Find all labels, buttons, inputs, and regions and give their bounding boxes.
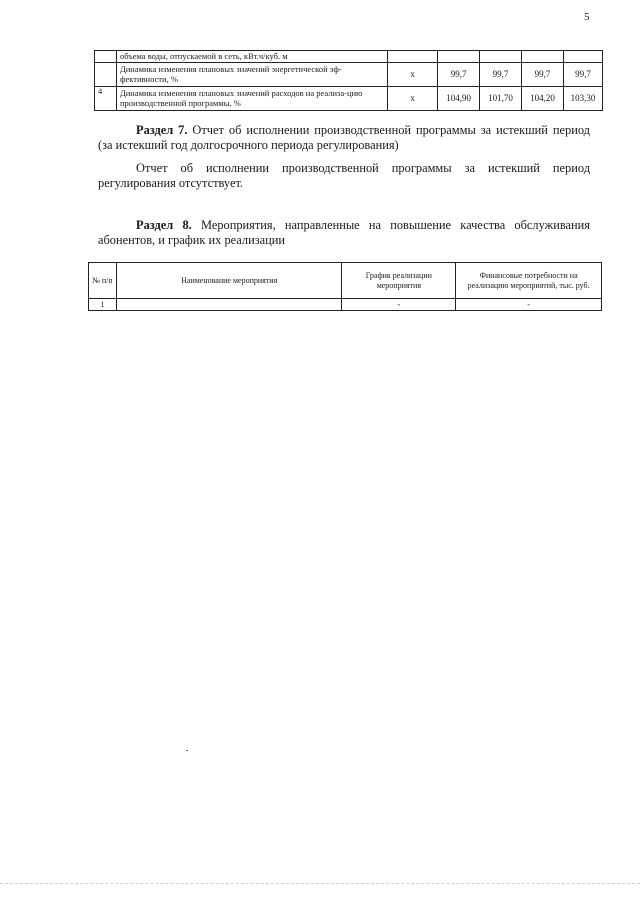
page-number: 5 — [584, 11, 590, 23]
header-schedule: График реализации мероприятия — [342, 263, 456, 299]
table-row — [89, 299, 602, 311]
section-7-title: Отчет об исполнении производственной программы за истекший период (за истекший год долгосрочного периода регулирования) — [98, 123, 590, 152]
unit-cell: х — [388, 63, 438, 87]
row-number — [95, 51, 117, 63]
row-number: 1 — [89, 299, 117, 311]
indicator-name: объема воды, отпускаемой в сеть, кВт.ч/куб. м — [116, 51, 387, 63]
scan-speck — [186, 750, 188, 751]
value-cell: 99,7 — [438, 63, 480, 87]
section-7-label: Раздел 7. — [136, 123, 188, 137]
value-cell: 104,20 — [522, 87, 564, 111]
section-8-title: Мероприятия, направленные на повышение качества обслуживания абонентов, и график их реализации — [98, 218, 590, 247]
row-number: 4 — [95, 87, 117, 111]
indicators-table — [94, 50, 603, 111]
value-cell: 104,90 — [438, 87, 480, 111]
indicator-name: Динамика изменения плановых значений энергетической эф-фективности, % — [116, 63, 387, 87]
unit-cell: х — [388, 87, 438, 111]
schedule-cell: - — [342, 299, 456, 311]
measure-name — [116, 299, 341, 311]
finance-cell: - — [456, 299, 602, 311]
row-number — [95, 63, 117, 87]
header-number: № п/п — [89, 263, 117, 299]
value-cell: 99,7 — [563, 63, 602, 87]
section-7-heading — [98, 123, 590, 153]
value-cell: 103,30 — [563, 87, 602, 111]
page-bottom-edge — [0, 883, 640, 885]
section-7-body: Отчет об исполнении производственной программы за истекший период регулирования отсутствует. — [98, 161, 590, 190]
table-row — [95, 51, 603, 63]
value-cell: 99,7 — [522, 63, 564, 87]
value-cell — [522, 51, 564, 63]
indicator-name: Динамика изменения плановых значений расходов на реализа-цию производственной программы, % — [116, 87, 387, 111]
section-8-label: Раздел 8. — [136, 218, 192, 232]
header-finance: Финансовые потребности на реализацию мероприятий, тыс. руб. — [456, 263, 602, 299]
table-row — [95, 63, 603, 87]
measures-table — [88, 262, 602, 311]
section-8-heading — [98, 218, 590, 248]
unit-cell — [388, 51, 438, 63]
value-cell — [438, 51, 480, 63]
header-measure-name: Наименование мероприятия — [116, 263, 341, 299]
value-cell — [480, 51, 522, 63]
value-cell: 101,70 — [480, 87, 522, 111]
table-row — [95, 87, 603, 111]
value-cell — [563, 51, 602, 63]
value-cell: 99,7 — [480, 63, 522, 87]
table-header-row — [89, 263, 602, 299]
